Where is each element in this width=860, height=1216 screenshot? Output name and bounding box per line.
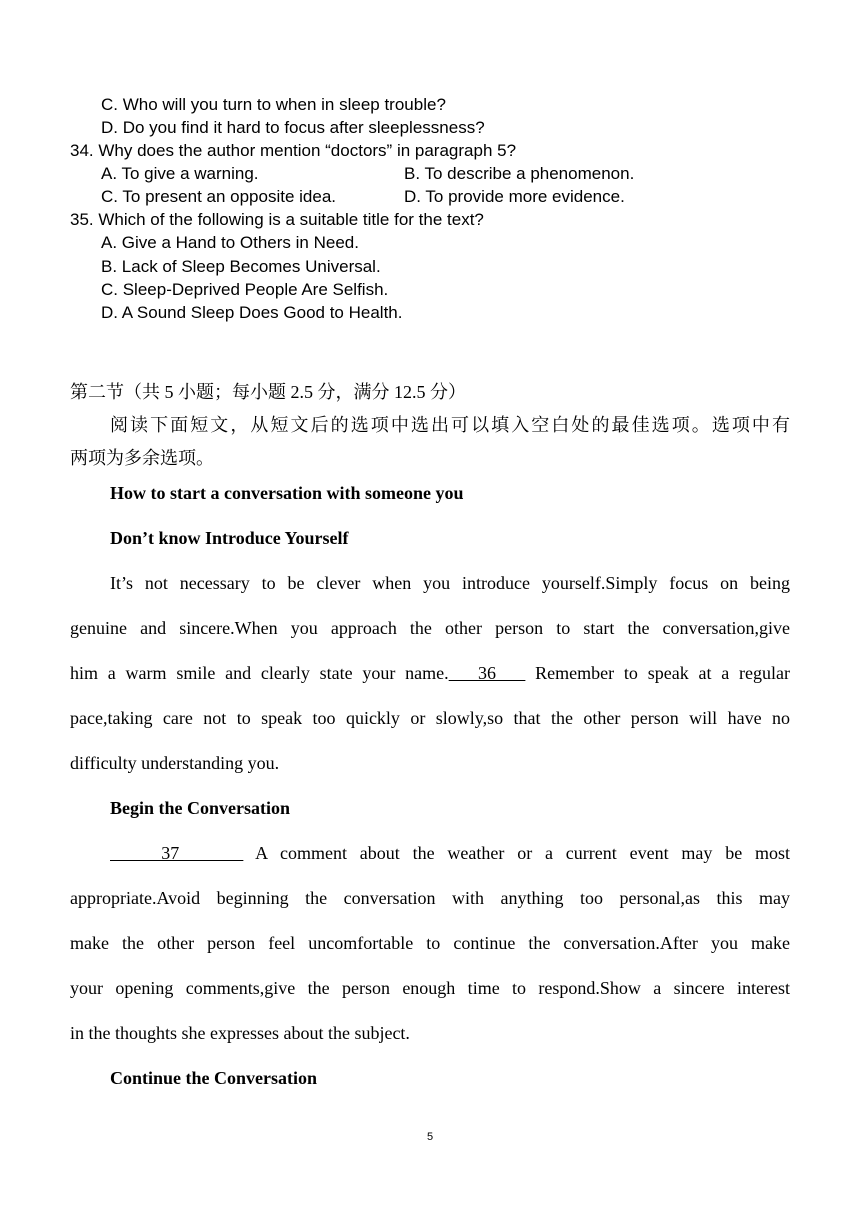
q34-option-d: D. To provide more evidence.	[404, 187, 625, 206]
paragraph-1-line-3-text-a: him a warm smile and clearly state your name.	[70, 663, 449, 683]
paragraph-1-line-4: pace,taking care not to speak too quickly or slowly,so that the other person will have no	[70, 708, 790, 728]
paragraph-1-line-3-text-b: Remember to speak at a regular	[525, 663, 791, 683]
heading-continue-conversation: Continue the Conversation	[110, 1068, 318, 1088]
passage-title-line2: Don’t know Introduce Yourself	[110, 528, 349, 548]
q33-option-c: C. Who will you turn to when in sleep trouble?	[101, 95, 446, 114]
paragraph-2-line-1-text: A comment about the weather or a current event may be most	[243, 843, 791, 863]
section-instructions-line2: 两项为多余选项。	[70, 448, 214, 468]
section-instructions-line1: 阅读下面短文，从短文后的选项中选出可以填入空白处的最佳选项。选项中有	[110, 415, 790, 435]
q35-option-d: D. A Sound Sleep Does Good to Health.	[101, 303, 403, 322]
q35-option-c: C. Sleep-Deprived People Are Selfish.	[101, 280, 389, 299]
paragraph-2-line-5: in the thoughts she expresses about the subject.	[70, 1023, 410, 1043]
q33-option-d: D. Do you find it hard to focus after sleeplessness?	[101, 118, 485, 137]
q34-option-a: A. To give a warning.	[101, 164, 259, 183]
q34-option-b: B. To describe a phenomenon.	[404, 164, 635, 183]
heading-begin-conversation: Begin the Conversation	[110, 798, 290, 818]
passage-title-line1: How to start a conversation with someone you	[110, 483, 464, 503]
q35-option-b: B. Lack of Sleep Becomes Universal.	[101, 257, 381, 276]
paragraph-1-line-1: It’s not necessary to be clever when you introduce yourself.Simply focus on being	[110, 573, 790, 593]
blank-37: 37	[110, 843, 244, 863]
q34-option-c: C. To present an opposite idea.	[101, 187, 337, 206]
paragraph-2-line-1	[110, 843, 790, 864]
page-number: 5	[426, 1131, 434, 1143]
paragraph-2-line-4: your opening comments,give the person enough time to respond.Show a sincere interest	[70, 978, 790, 998]
blank-36: 36	[448, 663, 526, 683]
q34-stem: 34. Why does the author mention “doctors” in paragraph 5?	[70, 141, 517, 160]
section-heading: 第二节（共 5 小题；每小题 2.5 分，满分 12.5 分）	[70, 382, 466, 402]
paragraph-2-line-3: make the other person feel uncomfortable to continue the conversation.After you make	[70, 933, 790, 953]
paragraph-1-line-5: difficulty understanding you.	[70, 753, 280, 773]
q35-stem: 35. Which of the following is a suitable title for the text?	[70, 210, 484, 229]
paragraph-1-line-3	[70, 663, 790, 684]
q35-option-a: A. Give a Hand to Others in Need.	[101, 233, 359, 252]
paragraph-1-line-2: genuine and sincere.When you approach the other person to start the conversation,give	[70, 618, 790, 638]
paragraph-2-line-2: appropriate.Avoid beginning the conversation with anything too personal,as this may	[70, 888, 790, 908]
